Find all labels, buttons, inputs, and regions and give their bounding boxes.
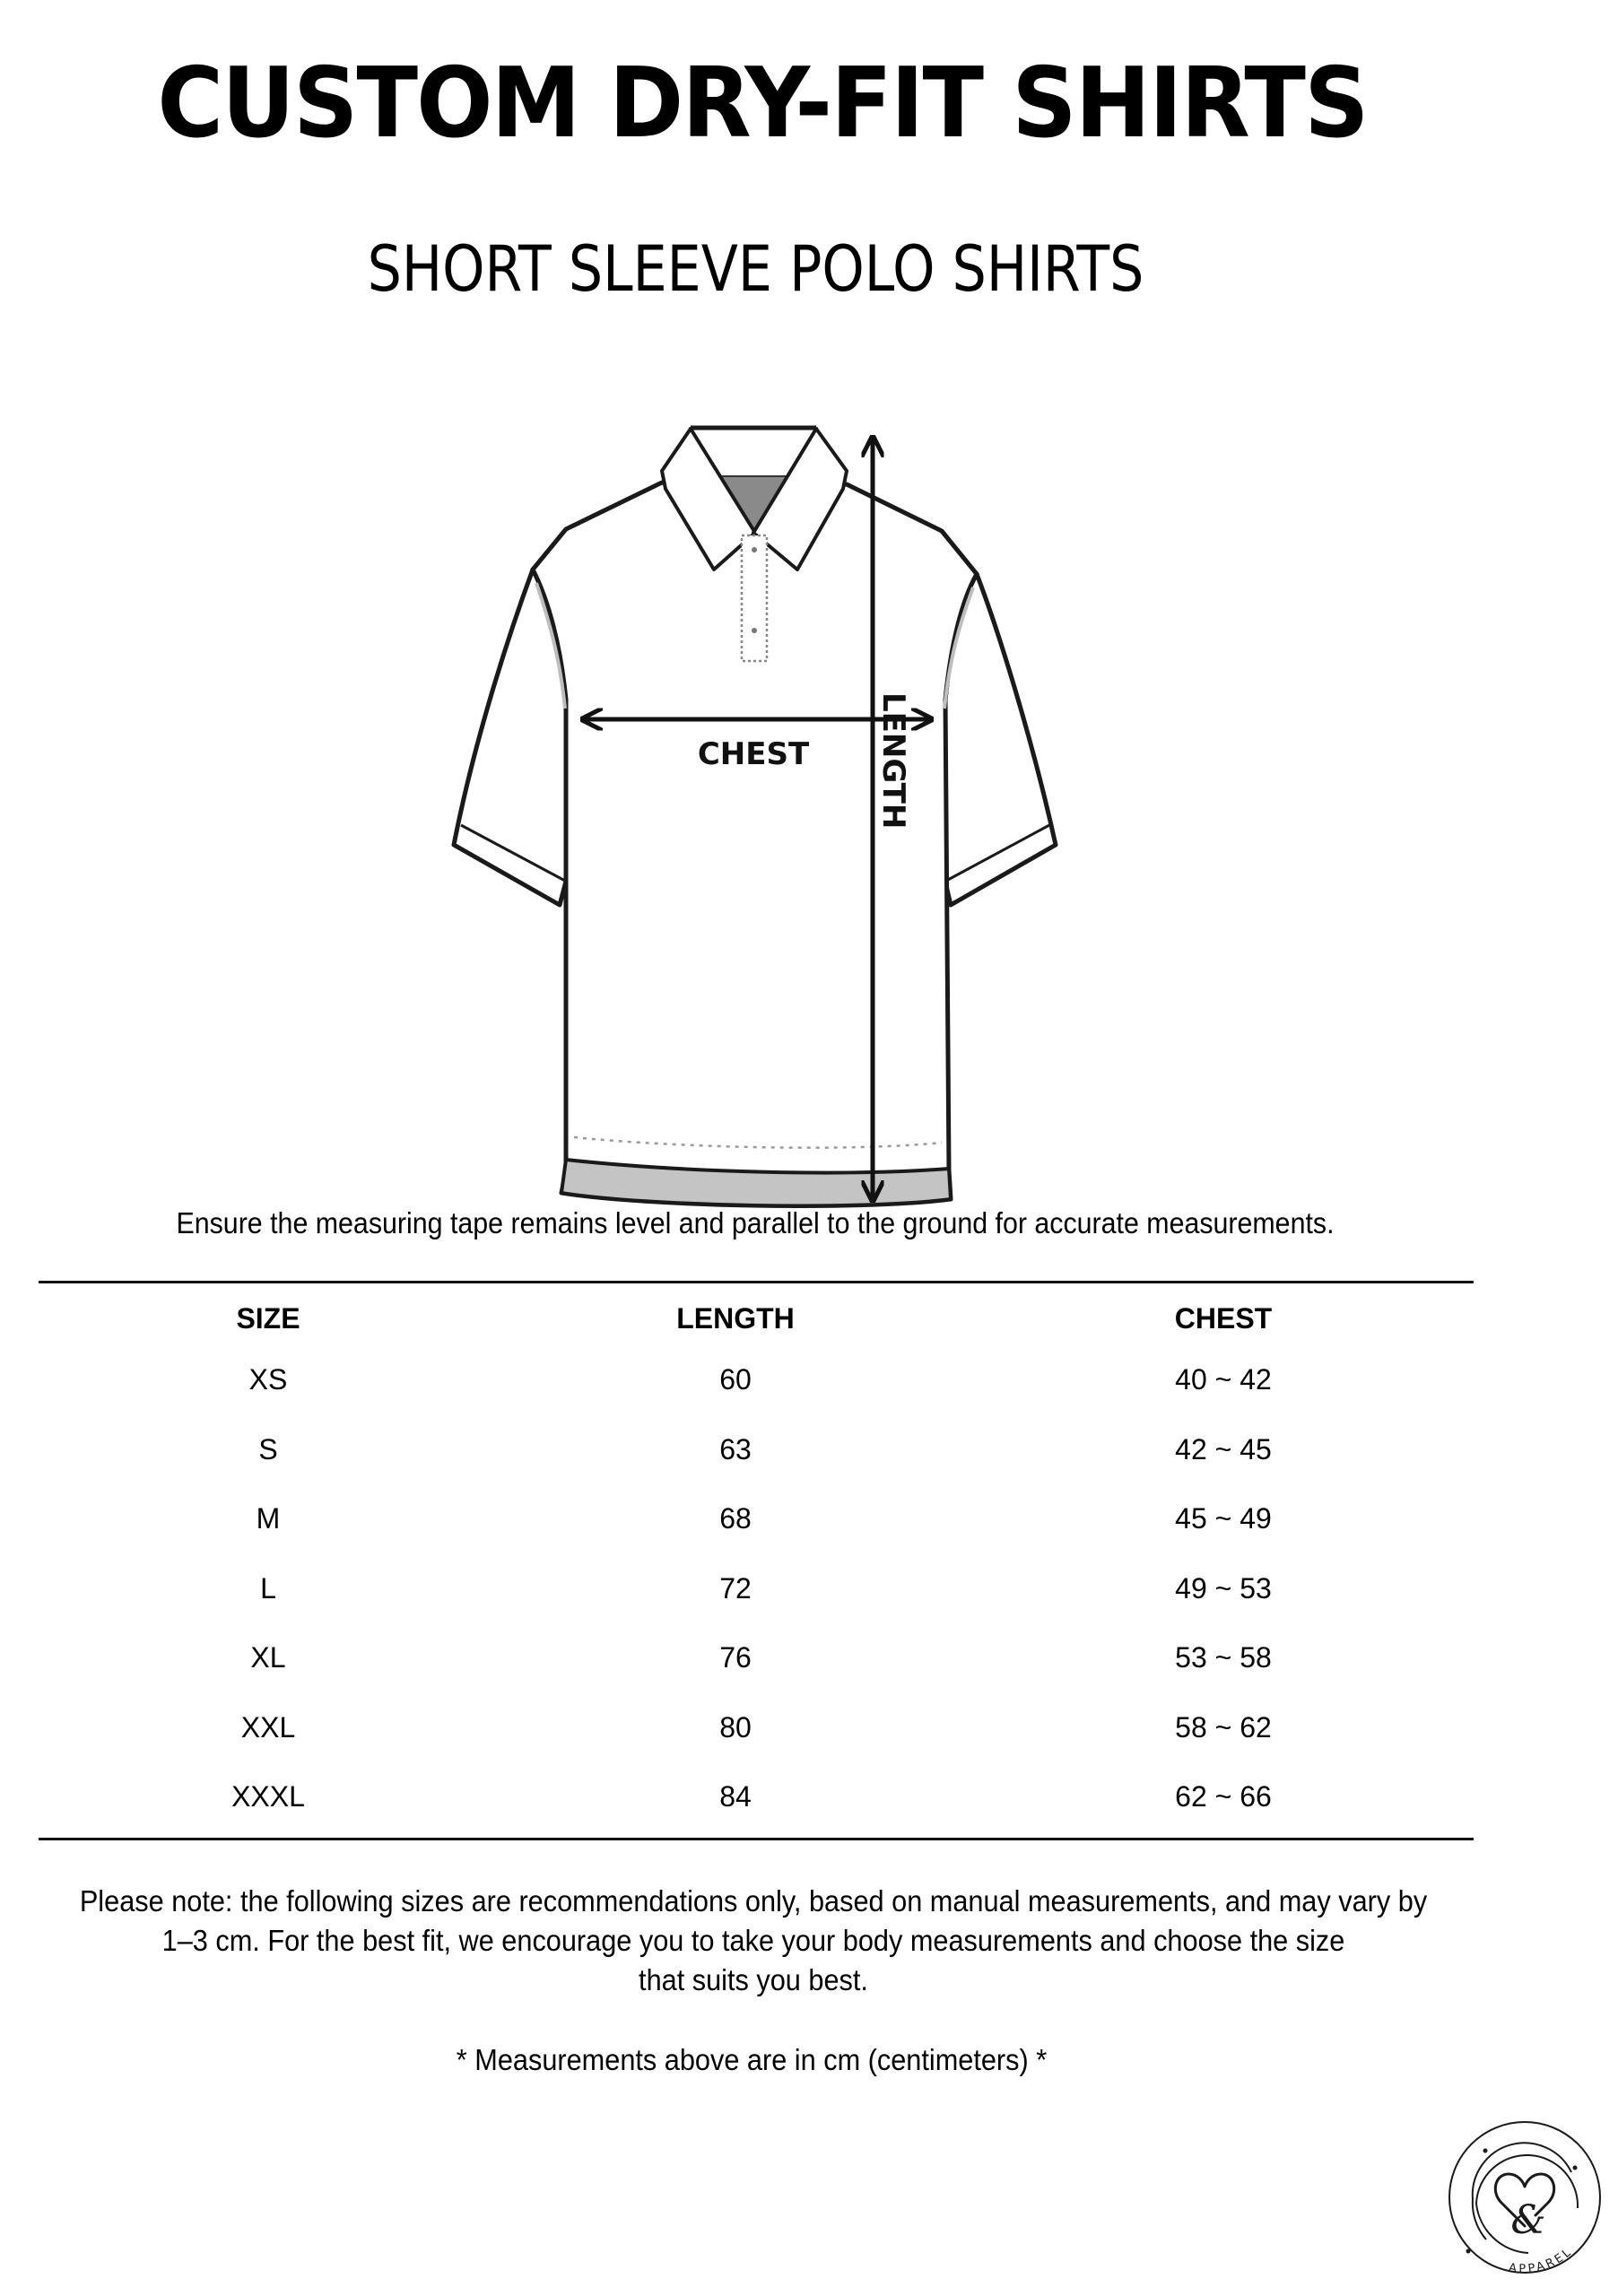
length-label: LENGTH — [875, 692, 911, 830]
chest-cell: 42 ~ 45 — [1175, 1432, 1272, 1465]
size-cell: L — [260, 1571, 276, 1605]
column-header-chest: CHEST — [1174, 1301, 1273, 1335]
length-cell: 76 — [719, 1641, 752, 1674]
size-cell: M — [256, 1502, 281, 1535]
button-icon — [752, 547, 757, 552]
column-header-length: LENGTH — [676, 1301, 795, 1335]
length-cell: 60 — [719, 1363, 752, 1396]
length-cell: 68 — [719, 1502, 752, 1535]
size-cell: XXXL — [231, 1780, 305, 1813]
size-chart-table — [39, 1292, 1474, 1832]
chest-cell: 62 ~ 66 — [1175, 1780, 1272, 1813]
logo-text: APPAREL — [1508, 2244, 1576, 2276]
measuring-instruction: Ensure the measuring tape remains level and parallel to the ground for accurate measurements. — [176, 1206, 1335, 1239]
length-cell: 84 — [719, 1780, 752, 1813]
svg-text:APPAREL — [1508, 2245, 1576, 2276]
table-row — [39, 1623, 1474, 1693]
chest-cell: 53 ~ 58 — [1175, 1641, 1272, 1674]
sizing-disclaimer — [53, 1882, 1454, 2000]
chest-cell: 40 ~ 42 — [1175, 1363, 1272, 1396]
size-cell: XL — [250, 1641, 286, 1674]
chest-cell: 45 ~ 49 — [1175, 1502, 1272, 1535]
svg-text:&: & — [1510, 2197, 1546, 2243]
page-title: CUSTOM DRY-FIT SHIRTS — [157, 48, 1368, 160]
table-row — [39, 1554, 1474, 1624]
length-cell: 80 — [719, 1710, 752, 1744]
disclaimer-line: Please note: the following sizes are recommendations only, based on manual measurements, and may vary by — [79, 1884, 1428, 1918]
table-top-rule — [39, 1281, 1474, 1283]
table-row — [39, 1345, 1474, 1415]
size-cell: XS — [248, 1363, 288, 1396]
disclaimer-line: 1–3 cm. For the best fit, we encourage you to take your body measurements and choose the size — [161, 1924, 1345, 1957]
column-header-size: SIZE — [236, 1301, 300, 1335]
length-cell: 63 — [719, 1432, 752, 1465]
chest-cell: 58 ~ 62 — [1175, 1710, 1272, 1744]
table-row — [39, 1484, 1474, 1554]
heart-ampersand-icon — [1495, 2174, 1553, 2243]
size-cell: S — [258, 1432, 278, 1465]
table-row — [39, 1693, 1474, 1763]
length-cell: 72 — [719, 1571, 752, 1605]
table-header-row — [39, 1292, 1474, 1345]
page-subtitle: SHORT SLEEVE POLO SHIRTS — [367, 232, 1144, 306]
table-row — [39, 1762, 1474, 1832]
chest-label: CHEST — [697, 736, 810, 772]
brand-logo — [1446, 2118, 1604, 2276]
table-row — [39, 1415, 1474, 1485]
placket — [742, 535, 767, 661]
disclaimer-line: that suits you best. — [639, 1963, 868, 1996]
polo-shirt-diagram — [431, 395, 1076, 1220]
size-cell: XXL — [240, 1710, 296, 1744]
table-bottom-rule — [39, 1838, 1474, 1840]
units-note: * Measurements above are in cm (centimeters) * — [456, 2043, 1048, 2076]
button-icon — [752, 628, 757, 633]
chest-cell: 49 ~ 53 — [1175, 1571, 1272, 1605]
